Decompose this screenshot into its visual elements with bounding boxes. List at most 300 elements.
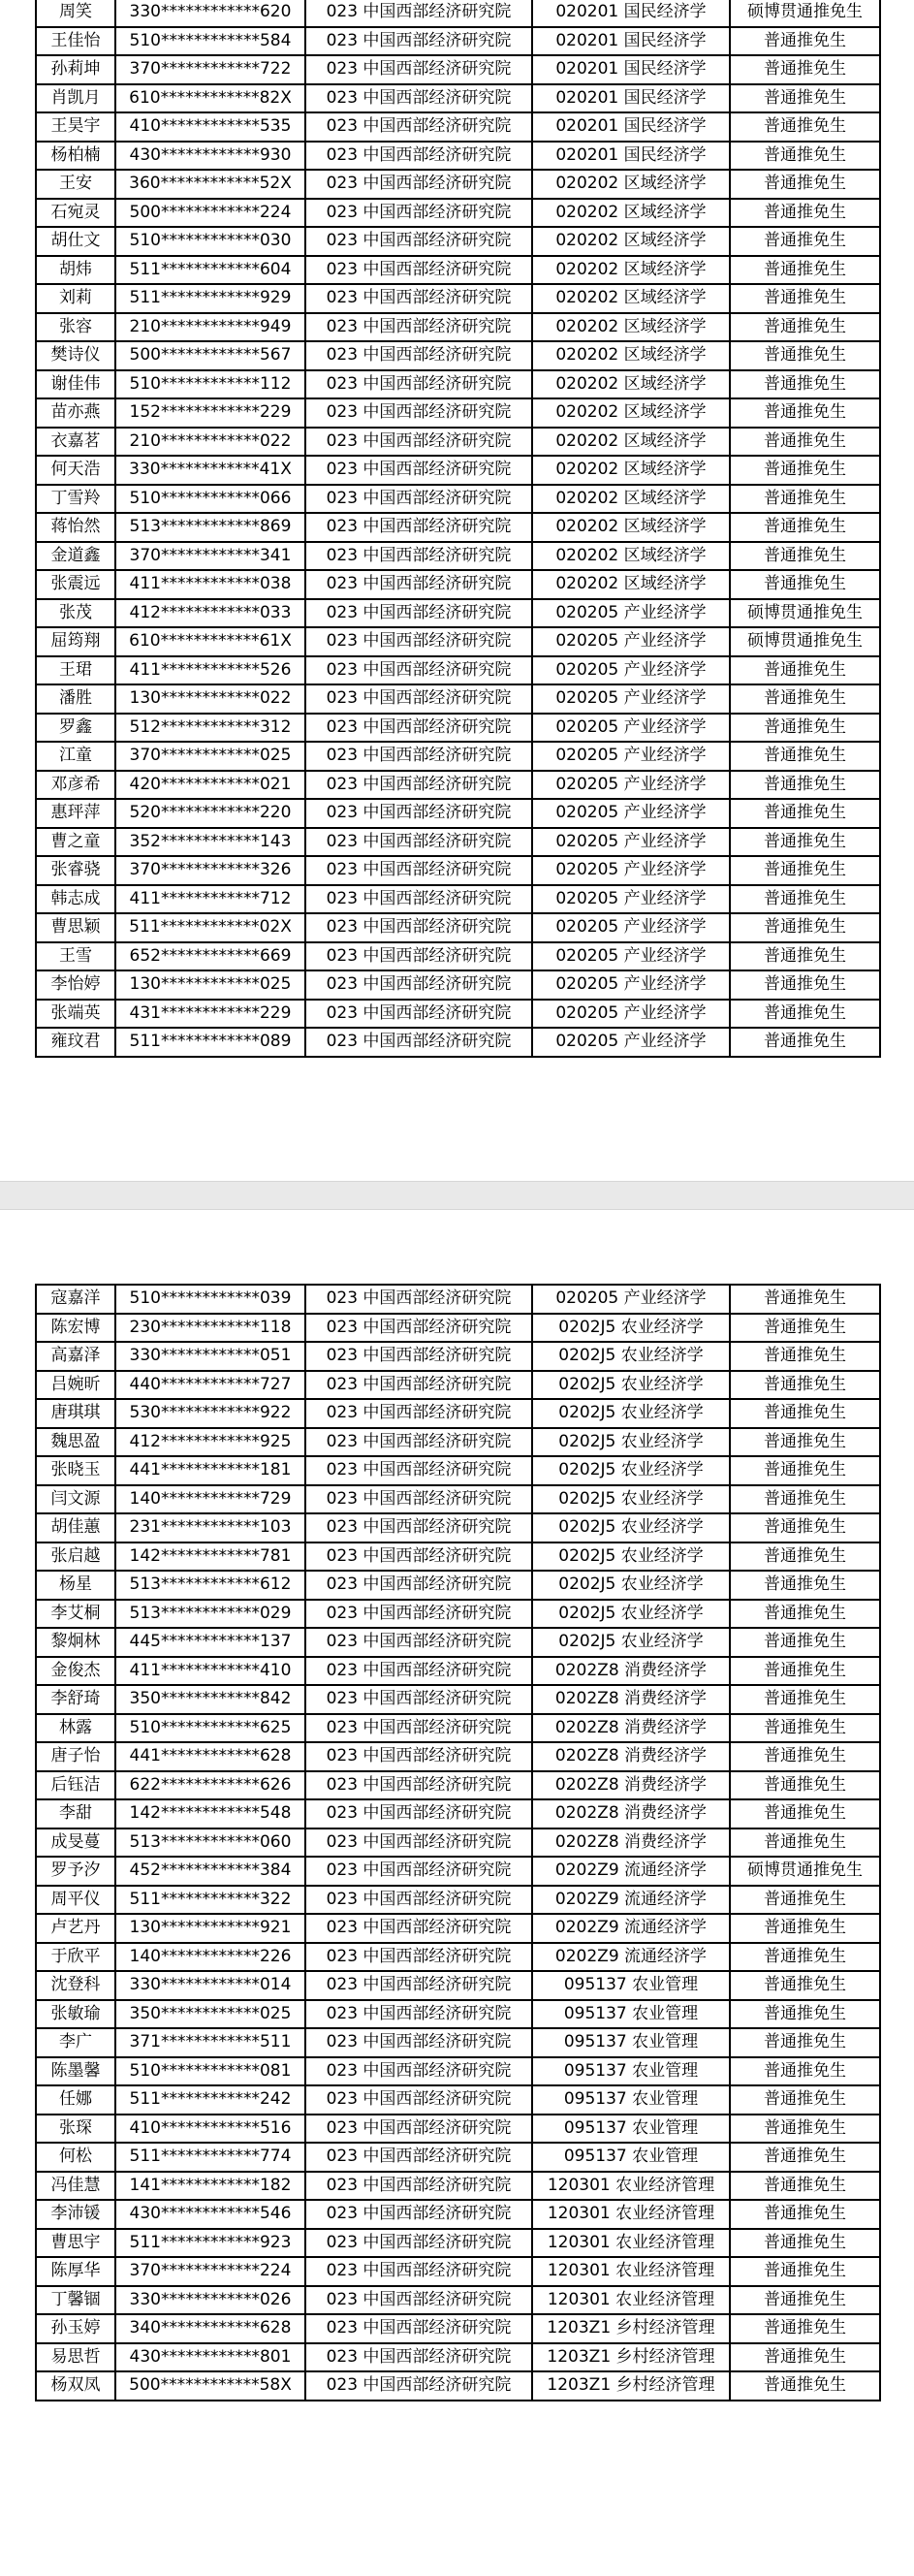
- major-cell: 0202J5 农业经济学: [532, 1428, 730, 1457]
- institute-cell: 023 中国西部经济研究院: [305, 542, 532, 571]
- id-number-cell: 511************242: [115, 2085, 305, 2115]
- major-cell: 0202J5 农业经济学: [532, 1342, 730, 1371]
- student-name-cell: 孙莉坤: [36, 55, 115, 84]
- table-row: [36, 2115, 880, 2144]
- admission-type-cell: 普通推免生: [730, 370, 880, 399]
- id-number-cell: 430************546: [115, 2200, 305, 2229]
- student-name-cell: 易思哲: [36, 2343, 115, 2372]
- student-name-cell: 冯佳慧: [36, 2172, 115, 2201]
- institute-cell: 023 中国西部经济研究院: [305, 428, 532, 457]
- table-row: [36, 341, 880, 370]
- student-name-cell: 胡炜: [36, 256, 115, 285]
- major-cell: 020205 产业经济学: [532, 913, 730, 942]
- id-number-cell: 330************620: [115, 0, 305, 27]
- student-name-cell: 李舒琦: [36, 1685, 115, 1714]
- table-row: [36, 1285, 880, 1314]
- id-number-cell: 440************727: [115, 1371, 305, 1400]
- admission-type-cell: 普通推免生: [730, 1314, 880, 1343]
- admission-type-cell: 普通推免生: [730, 170, 880, 199]
- admission-type-cell: 普通推免生: [730, 1542, 880, 1572]
- admission-type-cell: 硕博贯通推免生: [730, 599, 880, 628]
- student-name-cell: 李沛锾: [36, 2200, 115, 2229]
- institute-cell: 023 中国西部经济研究院: [305, 1428, 532, 1457]
- institute-cell: 023 中国西部经济研究院: [305, 2172, 532, 2201]
- major-cell: 020202 区域经济学: [532, 227, 730, 256]
- institute-cell: 023 中国西部经济研究院: [305, 2028, 532, 2057]
- major-cell: 0202J5 农业经济学: [532, 1399, 730, 1428]
- id-number-cell: 130************022: [115, 684, 305, 714]
- institute-cell: 023 中国西部经济研究院: [305, 627, 532, 656]
- id-number-cell: 330************41X: [115, 456, 305, 485]
- major-cell: 020202 区域经济学: [532, 542, 730, 571]
- id-number-cell: 352************143: [115, 828, 305, 857]
- table-row: [36, 513, 880, 542]
- institute-cell: 023 中国西部经济研究院: [305, 199, 532, 228]
- table-row: [36, 1428, 880, 1457]
- admission-type-cell: 普通推免生: [730, 1799, 880, 1829]
- major-cell: 095137 农业管理: [532, 2143, 730, 2172]
- student-name-cell: 肖凯月: [36, 84, 115, 113]
- id-number-cell: 441************181: [115, 1456, 305, 1485]
- institute-cell: 023 中国西部经济研究院: [305, 1971, 532, 2000]
- admission-type-cell: 普通推免生: [730, 1371, 880, 1400]
- table-row: [36, 2172, 880, 2201]
- institute-cell: 023 中国西部经济研究院: [305, 1771, 532, 1800]
- student-name-cell: 胡佳蕙: [36, 1513, 115, 1542]
- institute-cell: 023 中国西部经济研究院: [305, 1829, 532, 1858]
- student-name-cell: 黎炯林: [36, 1628, 115, 1657]
- student-name-cell: 衣嘉茗: [36, 428, 115, 457]
- admission-type-cell: 普通推免生: [730, 2200, 880, 2229]
- admission-type-cell: 普通推免生: [730, 656, 880, 685]
- major-cell: 0202Z8 消费经济学: [532, 1742, 730, 1771]
- student-name-cell: 唐子怡: [36, 1742, 115, 1771]
- table-row: [36, 1485, 880, 1514]
- table-row: [36, 1914, 880, 1943]
- table-row: [36, 284, 880, 313]
- table-row: [36, 84, 880, 113]
- major-cell: 020202 区域经济学: [532, 485, 730, 514]
- page-separator: [0, 1181, 914, 1210]
- institute-cell: 023 中国西部经济研究院: [305, 570, 532, 599]
- institute-cell: 023 中国西部经济研究院: [305, 2200, 532, 2229]
- student-name-cell: 张晓玉: [36, 1456, 115, 1485]
- table-row: [36, 771, 880, 800]
- table-row: [36, 142, 880, 171]
- table-row: [36, 1000, 880, 1029]
- admission-type-cell: 普通推免生: [730, 2286, 880, 2315]
- major-cell: 120301 农业经济管理: [532, 2172, 730, 2201]
- student-name-cell: 陈宏博: [36, 1314, 115, 1343]
- id-number-cell: 512************312: [115, 714, 305, 743]
- institute-cell: 023 中国西部经济研究院: [305, 1914, 532, 1943]
- major-cell: 020205 产业经济学: [532, 742, 730, 771]
- id-number-cell: 370************326: [115, 856, 305, 885]
- admission-type-cell: 普通推免生: [730, 799, 880, 828]
- id-number-cell: 411************410: [115, 1657, 305, 1686]
- table-row: [36, 542, 880, 571]
- id-number-cell: 510************081: [115, 2057, 305, 2086]
- admission-list-table-2: [35, 1284, 881, 2401]
- major-cell: 020205 产业经济学: [532, 1000, 730, 1029]
- student-name-cell: 张琛: [36, 2115, 115, 2144]
- id-number-cell: 350************842: [115, 1685, 305, 1714]
- table-row: [36, 2143, 880, 2172]
- major-cell: 020205 产业经济学: [532, 599, 730, 628]
- major-cell: 020202 区域经济学: [532, 313, 730, 342]
- institute-cell: 023 中国西部经济研究院: [305, 27, 532, 56]
- student-name-cell: 金道鑫: [36, 542, 115, 571]
- institute-cell: 023 中国西部经济研究院: [305, 2057, 532, 2086]
- institute-cell: 023 中国西部经济研究院: [305, 1285, 532, 1314]
- admission-type-cell: 普通推免生: [730, 2000, 880, 2029]
- institute-cell: 023 中国西部经济研究院: [305, 799, 532, 828]
- table-row: [36, 1857, 880, 1886]
- admission-type-cell: 普通推免生: [730, 227, 880, 256]
- id-number-cell: 511************089: [115, 1028, 305, 1057]
- major-cell: 020202 区域经济学: [532, 398, 730, 428]
- major-cell: 0202J5 农业经济学: [532, 1600, 730, 1629]
- major-cell: 1203Z1 乡村经济管理: [532, 2371, 730, 2401]
- institute-cell: 023 中国西部经济研究院: [305, 1485, 532, 1514]
- student-name-cell: 杨双凤: [36, 2371, 115, 2401]
- admission-type-cell: 普通推免生: [730, 112, 880, 142]
- major-cell: 020202 区域经济学: [532, 199, 730, 228]
- id-number-cell: 445************137: [115, 1628, 305, 1657]
- admission-type-cell: 普通推免生: [730, 398, 880, 428]
- student-name-cell: 屈筠翔: [36, 627, 115, 656]
- major-cell: 020201 国民经济学: [532, 84, 730, 113]
- id-number-cell: 420************021: [115, 771, 305, 800]
- admission-type-cell: 普通推免生: [730, 742, 880, 771]
- major-cell: 0202Z8 消费经济学: [532, 1799, 730, 1829]
- table-row: [36, 1456, 880, 1485]
- institute-cell: 023 中国西部经济研究院: [305, 1714, 532, 1743]
- id-number-cell: 370************025: [115, 742, 305, 771]
- table-row: [36, 0, 880, 27]
- student-name-cell: 潘胜: [36, 684, 115, 714]
- table-row: [36, 1685, 880, 1714]
- table-row: [36, 742, 880, 771]
- admission-type-cell: 普通推免生: [730, 428, 880, 457]
- student-name-cell: 谢佳伟: [36, 370, 115, 399]
- institute-cell: 023 中国西部经济研究院: [305, 1657, 532, 1686]
- table-row: [36, 2057, 880, 2086]
- major-cell: 020205 产业经济学: [532, 1028, 730, 1057]
- table-row: [36, 799, 880, 828]
- institute-cell: 023 中国西部经济研究院: [305, 456, 532, 485]
- major-cell: 020202 区域经济学: [532, 570, 730, 599]
- institute-cell: 023 中国西部经济研究院: [305, 1342, 532, 1371]
- major-cell: 0202J5 农业经济学: [532, 1628, 730, 1657]
- id-number-cell: 130************921: [115, 1914, 305, 1943]
- id-number-cell: 510************066: [115, 485, 305, 514]
- major-cell: 020202 区域经济学: [532, 370, 730, 399]
- major-cell: 0202J5 农业经济学: [532, 1513, 730, 1542]
- table-row: [36, 1028, 880, 1057]
- institute-cell: 023 中国西部经济研究院: [305, 714, 532, 743]
- institute-cell: 023 中国西部经济研究院: [305, 1371, 532, 1400]
- institute-cell: 023 中国西部经济研究院: [305, 2115, 532, 2144]
- admission-type-cell: 普通推免生: [730, 341, 880, 370]
- major-cell: 0202Z8 消费经济学: [532, 1685, 730, 1714]
- admission-type-cell: 普通推免生: [730, 27, 880, 56]
- table-row: [36, 2371, 880, 2401]
- id-number-cell: 410************535: [115, 112, 305, 142]
- student-name-cell: 罗鑫: [36, 714, 115, 743]
- major-cell: 1203Z1 乡村经济管理: [532, 2343, 730, 2372]
- id-number-cell: 452************384: [115, 1857, 305, 1886]
- admission-type-cell: 普通推免生: [730, 771, 880, 800]
- major-cell: 0202J5 农业经济学: [532, 1571, 730, 1600]
- institute-cell: 023 中国西部经济研究院: [305, 742, 532, 771]
- id-number-cell: 411************038: [115, 570, 305, 599]
- id-number-cell: 142************781: [115, 1542, 305, 1572]
- student-name-cell: 何天浩: [36, 456, 115, 485]
- institute-cell: 023 中国西部经济研究院: [305, 485, 532, 514]
- table-row: [36, 1571, 880, 1600]
- institute-cell: 023 中国西部经济研究院: [305, 1456, 532, 1485]
- admission-type-cell: 普通推免生: [730, 1428, 880, 1457]
- student-name-cell: 杨星: [36, 1571, 115, 1600]
- institute-cell: 023 中国西部经济研究院: [305, 1399, 532, 1428]
- major-cell: 0202J5 农业经济学: [532, 1371, 730, 1400]
- student-name-cell: 张容: [36, 313, 115, 342]
- student-name-cell: 王珺: [36, 656, 115, 685]
- table-row: [36, 913, 880, 942]
- id-number-cell: 140************226: [115, 1943, 305, 1972]
- id-number-cell: 370************341: [115, 542, 305, 571]
- table-row: [36, 428, 880, 457]
- institute-cell: 023 中国西部经济研究院: [305, 0, 532, 27]
- student-name-cell: 张端英: [36, 1000, 115, 1029]
- institute-cell: 023 中国西部经济研究院: [305, 2314, 532, 2343]
- admission-type-cell: 普通推免生: [730, 199, 880, 228]
- institute-cell: 023 中国西部经济研究院: [305, 341, 532, 370]
- id-number-cell: 500************567: [115, 341, 305, 370]
- major-cell: 0202Z8 消费经济学: [532, 1657, 730, 1686]
- table-row: [36, 1600, 880, 1629]
- student-name-cell: 苗亦燕: [36, 398, 115, 428]
- student-name-cell: 曹之童: [36, 828, 115, 857]
- table-row: [36, 856, 880, 885]
- institute-cell: 023 中国西部经济研究院: [305, 913, 532, 942]
- table-row: [36, 2314, 880, 2343]
- major-cell: 020205 产业经济学: [532, 1285, 730, 1314]
- admission-type-cell: 普通推免生: [730, 2371, 880, 2401]
- major-cell: 020202 区域经济学: [532, 170, 730, 199]
- admission-type-cell: 普通推免生: [730, 84, 880, 113]
- table-row: [36, 2286, 880, 2315]
- student-name-cell: 李广: [36, 2028, 115, 2057]
- major-cell: 120301 农业经济管理: [532, 2286, 730, 2315]
- id-number-cell: 652************669: [115, 942, 305, 971]
- id-number-cell: 371************511: [115, 2028, 305, 2057]
- table-row: [36, 1513, 880, 1542]
- table-row: [36, 485, 880, 514]
- admission-type-cell: 普通推免生: [730, 856, 880, 885]
- student-name-cell: 张敏瑜: [36, 2000, 115, 2029]
- table-row: [36, 2343, 880, 2372]
- institute-cell: 023 中国西部经济研究院: [305, 1314, 532, 1343]
- admission-type-cell: 硕博贯通推免生: [730, 627, 880, 656]
- id-number-cell: 510************039: [115, 1285, 305, 1314]
- institute-cell: 023 中国西部经济研究院: [305, 2343, 532, 2372]
- table-row: [36, 684, 880, 714]
- id-number-cell: 430************930: [115, 142, 305, 171]
- student-name-cell: 金俊杰: [36, 1657, 115, 1686]
- institute-cell: 023 中国西部经济研究院: [305, 885, 532, 914]
- major-cell: 020205 产业经济学: [532, 771, 730, 800]
- id-number-cell: 441************628: [115, 1742, 305, 1771]
- major-cell: 120301 农业经济管理: [532, 2229, 730, 2258]
- student-name-cell: 李怡婷: [36, 970, 115, 1000]
- admission-type-cell: 普通推免生: [730, 2057, 880, 2086]
- major-cell: 020202 区域经济学: [532, 284, 730, 313]
- admission-type-cell: 普通推免生: [730, 485, 880, 514]
- id-number-cell: 210************022: [115, 428, 305, 457]
- id-number-cell: 152************229: [115, 398, 305, 428]
- id-number-cell: 231************103: [115, 1513, 305, 1542]
- table-row: [36, 313, 880, 342]
- table-row: [36, 970, 880, 1000]
- table-row: [36, 1314, 880, 1343]
- major-cell: 095137 农业管理: [532, 2085, 730, 2115]
- student-name-cell: 雍玟君: [36, 1028, 115, 1057]
- id-number-cell: 500************58X: [115, 2371, 305, 2401]
- table-row: [36, 885, 880, 914]
- admission-type-cell: 普通推免生: [730, 2343, 880, 2372]
- admission-type-cell: 普通推免生: [730, 1513, 880, 1542]
- id-number-cell: 411************526: [115, 656, 305, 685]
- institute-cell: 023 中国西部经济研究院: [305, 1628, 532, 1657]
- student-name-cell: 后钰洁: [36, 1771, 115, 1800]
- student-name-cell: 曹思宇: [36, 2229, 115, 2258]
- major-cell: 0202Z8 消费经济学: [532, 1714, 730, 1743]
- id-number-cell: 510************625: [115, 1714, 305, 1743]
- admission-type-cell: 普通推免生: [730, 1485, 880, 1514]
- table-row: [36, 1799, 880, 1829]
- student-name-cell: 王雪: [36, 942, 115, 971]
- table-row: [36, 714, 880, 743]
- institute-cell: 023 中国西部经济研究院: [305, 1600, 532, 1629]
- table-row: [36, 199, 880, 228]
- table-row: [36, 2257, 880, 2286]
- admission-type-cell: 普通推免生: [730, 1685, 880, 1714]
- student-name-cell: 刘莉: [36, 284, 115, 313]
- table-row: [36, 27, 880, 56]
- admission-type-cell: 普通推免生: [730, 1600, 880, 1629]
- id-number-cell: 370************224: [115, 2257, 305, 2286]
- id-number-cell: 511************929: [115, 284, 305, 313]
- table-row: [36, 2085, 880, 2115]
- admission-type-cell: 普通推免生: [730, 2314, 880, 2343]
- major-cell: 020205 产业经济学: [532, 885, 730, 914]
- student-name-cell: 韩志成: [36, 885, 115, 914]
- table-row: [36, 1943, 880, 1972]
- id-number-cell: 500************224: [115, 199, 305, 228]
- institute-cell: 023 中国西部经济研究院: [305, 828, 532, 857]
- table-row: [36, 170, 880, 199]
- admission-type-cell: 普通推免生: [730, 284, 880, 313]
- id-number-cell: 511************02X: [115, 913, 305, 942]
- id-number-cell: 431************229: [115, 1000, 305, 1029]
- major-cell: 020201 国民经济学: [532, 27, 730, 56]
- student-name-cell: 李甜: [36, 1799, 115, 1829]
- admission-list-table-1: [35, 0, 881, 1058]
- major-cell: 020205 产业经济学: [532, 799, 730, 828]
- table-row: [36, 2200, 880, 2229]
- admission-type-cell: 普通推免生: [730, 828, 880, 857]
- admission-type-cell: 普通推免生: [730, 2229, 880, 2258]
- table-row: [36, 55, 880, 84]
- institute-cell: 023 中国西部经济研究院: [305, 2257, 532, 2286]
- student-name-cell: 樊诗仪: [36, 341, 115, 370]
- major-cell: 020205 产业经济学: [532, 714, 730, 743]
- admission-type-cell: 普通推免生: [730, 1943, 880, 1972]
- institute-cell: 023 中国西部经济研究院: [305, 2143, 532, 2172]
- table-row: [36, 1542, 880, 1572]
- id-number-cell: 513************869: [115, 513, 305, 542]
- admission-type-cell: 普通推免生: [730, 542, 880, 571]
- major-cell: 095137 农业管理: [532, 2057, 730, 2086]
- admission-type-cell: 普通推免生: [730, 55, 880, 84]
- institute-cell: 023 中国西部经济研究院: [305, 398, 532, 428]
- major-cell: 0202J5 农业经济学: [532, 1456, 730, 1485]
- id-number-cell: 330************051: [115, 1342, 305, 1371]
- admission-type-cell: 普通推免生: [730, 1742, 880, 1771]
- major-cell: 020202 区域经济学: [532, 428, 730, 457]
- major-cell: 020201 国民经济学: [532, 0, 730, 27]
- id-number-cell: 142************548: [115, 1799, 305, 1829]
- institute-cell: 023 中国西部经济研究院: [305, 1886, 532, 1915]
- admission-type-cell: 普通推免生: [730, 1571, 880, 1600]
- table-row: [36, 1714, 880, 1743]
- student-name-cell: 成旻蔓: [36, 1829, 115, 1858]
- student-name-cell: 卢艺丹: [36, 1914, 115, 1943]
- id-number-cell: 610************82X: [115, 84, 305, 113]
- major-cell: 0202J5 农业经济学: [532, 1542, 730, 1572]
- institute-cell: 023 中国西部经济研究院: [305, 656, 532, 685]
- admission-type-cell: 普通推免生: [730, 2172, 880, 2201]
- student-name-cell: 魏思盈: [36, 1428, 115, 1457]
- student-name-cell: 丁雪羚: [36, 485, 115, 514]
- institute-cell: 023 中国西部经济研究院: [305, 1857, 532, 1886]
- table-row: [36, 570, 880, 599]
- table-row: [36, 627, 880, 656]
- student-name-cell: 罗予汐: [36, 1857, 115, 1886]
- institute-cell: 023 中国西部经济研究院: [305, 1943, 532, 1972]
- student-name-cell: 张震远: [36, 570, 115, 599]
- admission-type-cell: 硕博贯通推免生: [730, 0, 880, 27]
- student-name-cell: 孙玉婷: [36, 2314, 115, 2343]
- admission-type-cell: 普通推免生: [730, 1657, 880, 1686]
- institute-cell: 023 中国西部经济研究院: [305, 970, 532, 1000]
- major-cell: 0202Z9 流通经济学: [532, 1943, 730, 1972]
- major-cell: 0202J5 农业经济学: [532, 1314, 730, 1343]
- student-name-cell: 沈登科: [36, 1971, 115, 2000]
- institute-cell: 023 中国西部经济研究院: [305, 142, 532, 171]
- student-name-cell: 王昊宇: [36, 112, 115, 142]
- id-number-cell: 520************220: [115, 799, 305, 828]
- institute-cell: 023 中国西部经济研究院: [305, 2000, 532, 2029]
- major-cell: 020205 产业经济学: [532, 627, 730, 656]
- major-cell: 095137 农业管理: [532, 2028, 730, 2057]
- admission-type-cell: 普通推免生: [730, 1399, 880, 1428]
- admission-type-cell: 普通推免生: [730, 942, 880, 971]
- major-cell: 020202 区域经济学: [532, 513, 730, 542]
- institute-cell: 023 中国西部经济研究院: [305, 55, 532, 84]
